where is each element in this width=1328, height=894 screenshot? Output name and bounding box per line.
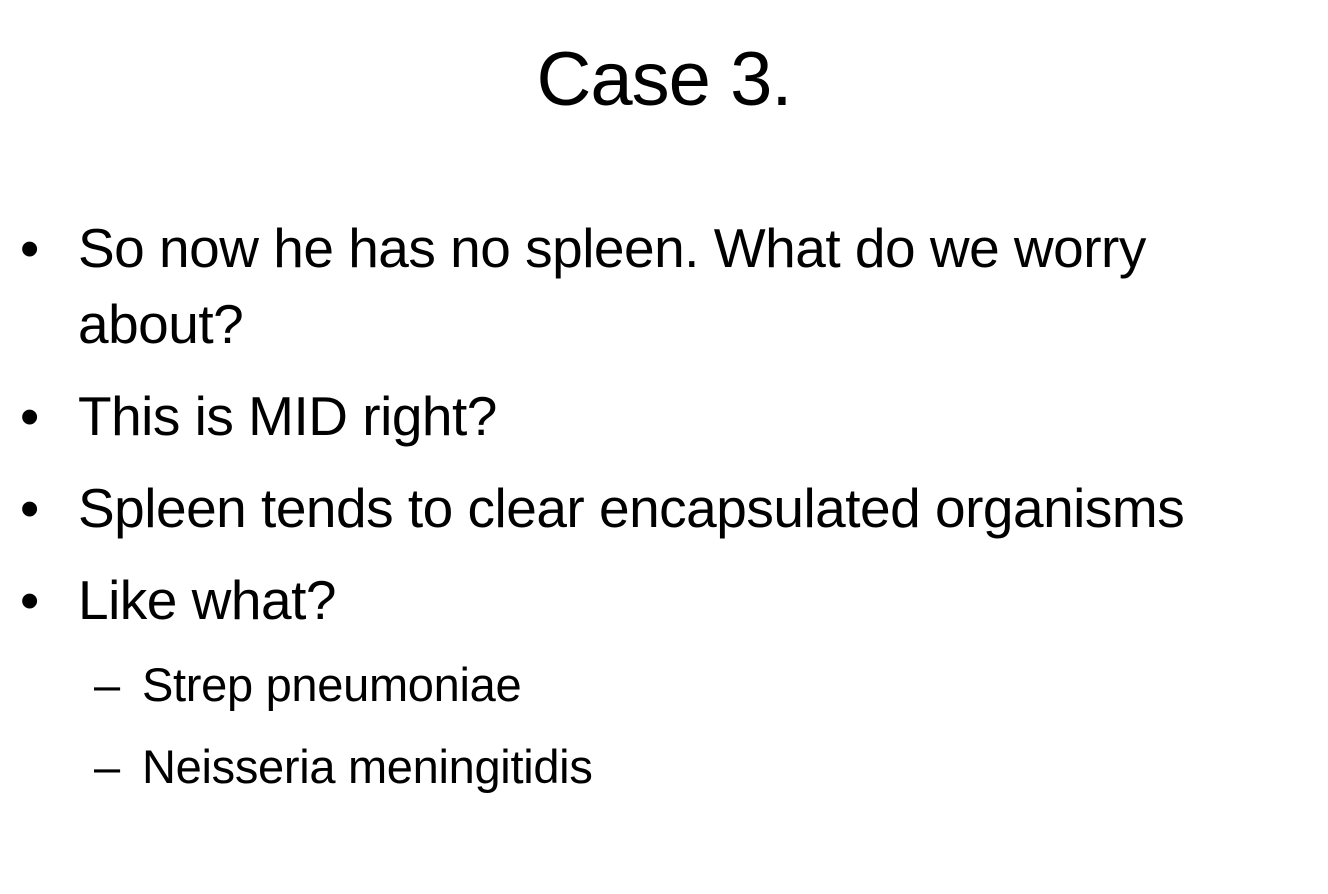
bullet-text: So now he has no spleen. What do we worry about?: [78, 217, 1146, 355]
bullet-list: [20, 210, 1320, 818]
bullet-item: [20, 562, 1320, 638]
slide-title: Case 3.: [536, 37, 792, 122]
sub-bullet-marker: –: [94, 740, 120, 793]
sub-bullet-marker: –: [94, 658, 120, 711]
sub-bullet-text: Neisseria meningitidis: [142, 740, 593, 793]
sub-bullet-list: [20, 654, 1320, 798]
bullet-item: [20, 378, 1320, 454]
sub-bullet-item: [20, 654, 1320, 716]
bullet-item: [20, 210, 1320, 362]
sub-bullet-text: Strep pneumoniae: [142, 658, 522, 711]
sub-bullet-item: [20, 736, 1320, 798]
bullet-marker: •: [20, 385, 39, 447]
bullet-text: Like what?: [78, 569, 336, 631]
bullet-marker: •: [20, 217, 39, 279]
bullet-text: This is MID right?: [78, 385, 497, 447]
bullet-item: [20, 470, 1320, 546]
bullet-marker: •: [20, 477, 39, 539]
bullet-text: Spleen tends to clear encapsulated organisms: [78, 477, 1185, 539]
bullet-marker: •: [20, 569, 39, 631]
sub-bullet-group: [20, 654, 1320, 798]
